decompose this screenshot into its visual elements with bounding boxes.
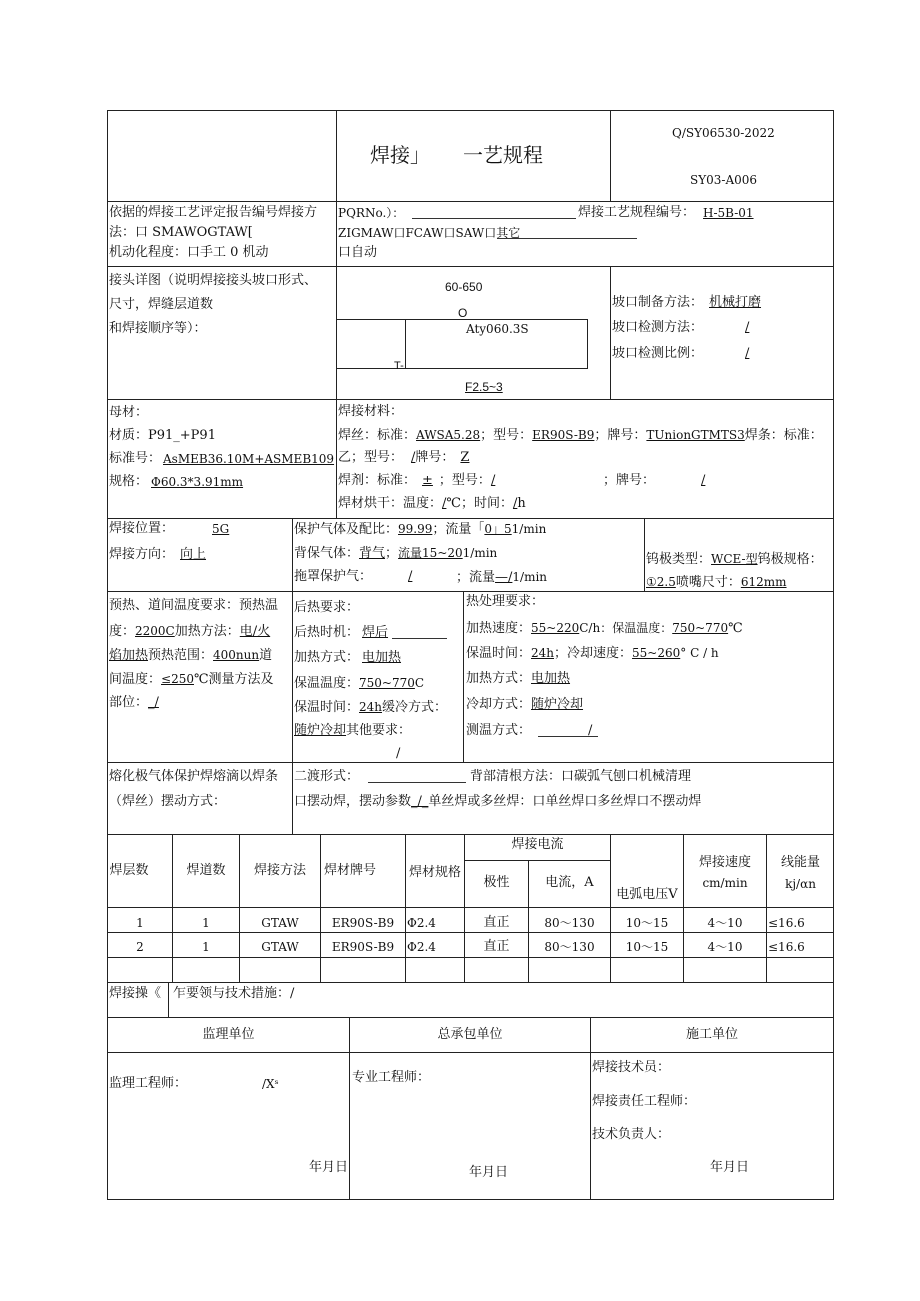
dry-time-unit: h <box>517 496 526 511</box>
rod-type-value: / <box>411 450 416 465</box>
heat-rate-label: 加热速度： <box>466 621 532 636</box>
tungsten-type-line <box>646 550 823 569</box>
position-label: 焊接位置： <box>109 521 175 536</box>
drag-gas-value: / <box>408 569 413 584</box>
postheat-temp-label: 保温温度： <box>294 676 360 691</box>
dry-temp-value: / <box>442 496 447 511</box>
date-supervisor: 年月日 <box>309 1160 349 1175</box>
weave-label: 口摆动焊，摆动参数 <box>294 794 412 809</box>
base-spec-value: Φ60.3*3.91mm <box>151 475 244 489</box>
cell-layer: 1 <box>136 916 144 930</box>
preheat-line3 <box>109 646 272 665</box>
joint-label2: 尺寸，焊缝层道数 <box>109 297 214 312</box>
ht-cool-value: 随炉冷却 <box>531 697 584 712</box>
transfer-mode-blank <box>368 782 466 783</box>
filler-label: 焊接材料： <box>338 404 404 419</box>
supervisor-mark: /Xˢ <box>262 1077 279 1091</box>
postheat-hold-value: 24h <box>359 700 383 714</box>
base-metal-label: 母材： <box>109 405 149 420</box>
transfer-line2: （焊丝）摆动方式： <box>109 794 227 809</box>
nozzle-label: 喷嘴尺寸： <box>675 575 741 590</box>
flux-type-label: ；型号： <box>438 473 491 488</box>
ht-heat-label: 加热方式： <box>466 671 532 686</box>
cell-voltage: 10～15 <box>625 940 669 954</box>
tungsten-type-value: WCE-型 <box>711 552 758 566</box>
multi-wire: 单丝焊或多丝焊：口单丝焊口多丝焊口不摆动焊 <box>428 794 702 809</box>
wire-brand-label: ；牌号： <box>594 428 647 443</box>
preheat-range-label: 预热范围： <box>148 648 214 663</box>
preheat-line1: 预热、道间温度要求：预热温 <box>109 598 279 613</box>
ht-heat-line <box>466 670 570 688</box>
cell-size: Φ2.4 <box>407 916 436 930</box>
other-method-blank <box>497 238 637 239</box>
cell-brand: ER90S-B9 <box>331 916 395 930</box>
back-sep: ； <box>385 546 399 561</box>
angle-circle: O <box>458 306 468 320</box>
th-polarity: 极性 <box>483 875 510 890</box>
transfer-line1: 熔化极气体保护焊熔滴以焊条 <box>109 769 279 784</box>
pipe-spec: Aty060.3S <box>466 322 529 336</box>
tungsten-size-line <box>646 573 787 592</box>
th-current: 电流，A <box>545 875 594 890</box>
wire-std-label: 焊丝：标准： <box>338 428 417 443</box>
position-value: 5G <box>212 522 230 536</box>
hold-temp-label: C/h：保温温度： <box>579 621 673 635</box>
root-gap: F2.5~3 <box>465 380 503 394</box>
cell-energy: ≤16.6 <box>768 916 805 930</box>
base-standard-value: AsMEB36.10M+ASMEB109 <box>163 452 335 466</box>
cell-speed: 4～10 <box>707 940 743 954</box>
back-flow-value: 流量15~20 <box>398 546 463 560</box>
inspect-value: / <box>745 320 750 335</box>
measure-method-label: ℃测量方法及 <box>193 672 274 687</box>
postheat-method-label: 加热方式： <box>294 650 360 665</box>
postheat-hold-label: 保温时间： <box>294 700 360 715</box>
postheat-temp-line <box>294 674 424 693</box>
standard-number: Q/SY06530-2022 <box>672 126 775 140</box>
postheat-cool-label: 缓冷方式： <box>382 700 448 715</box>
ht-cool-label: 冷却方式： <box>466 697 532 712</box>
interpass-temp-value: ≤250 <box>161 672 194 686</box>
direction-value: 向上 <box>180 547 207 562</box>
hold-time-line <box>466 644 719 663</box>
rod-type-label: 乙；型号： <box>338 450 404 465</box>
drag-gas-label: 拖罩保护气： <box>294 569 373 584</box>
groove-angle: 60-650 <box>445 280 483 294</box>
postheat-time-label: 后热时机： <box>294 625 360 640</box>
preheat-line2 <box>109 622 270 641</box>
interpass-label: 道 <box>259 648 273 663</box>
cell-brand: ER90S-B9 <box>331 940 395 954</box>
shield-gas-value: 99.99 <box>398 522 433 536</box>
welding-technician: 焊接技术员： <box>592 1060 671 1075</box>
back-gas-line <box>294 544 497 563</box>
th-speed1: 焊接速度 <box>698 855 751 870</box>
drag-flow-line <box>456 568 547 587</box>
postheat-other-label: 其他要求： <box>346 723 412 738</box>
supervisor-engineer: 监理工程师： <box>109 1076 188 1091</box>
postheat-cool-value: 随炉冷却 <box>294 723 347 738</box>
flux-std-label: 焊剂：标准： <box>338 473 417 488</box>
cell-layer: 2 <box>136 940 144 954</box>
auto-option: 口自动 <box>338 245 378 260</box>
base-spec-label: 规格： <box>109 474 149 489</box>
interpass-temp-label: 间温度： <box>109 672 162 687</box>
methods: ZIGMAW口FCAW口SAW口其它 <box>338 226 521 240</box>
drying-line <box>338 495 526 513</box>
drag-flow-unit: 1/min <box>512 570 548 584</box>
postheat-time-value: 焊后 <box>362 625 389 640</box>
cell-speed: 4～10 <box>707 916 743 930</box>
cell-polarity: 直正 <box>483 915 510 930</box>
drag-flow-value: —/ <box>495 570 513 585</box>
notes-text: 乍要领与技术措施：/ <box>173 986 295 1001</box>
cool-rate-value: 55~260 <box>632 646 681 660</box>
weave-line <box>294 793 701 811</box>
postheat-cool-line <box>294 722 411 740</box>
base-standard-label: 标准号： <box>109 451 162 466</box>
ratio-label: 坡口检测比例： <box>612 346 704 361</box>
cool-rate-unit: ° C / h <box>680 646 719 660</box>
joint-label1: 接头详图（说明焊接接头坡口形式、 <box>109 273 318 288</box>
tungsten-type-label: 钨极类型： <box>646 552 712 567</box>
wire-std-value: AWSA5.28 <box>416 428 481 442</box>
drag-flow-label: ；流量 <box>456 570 496 585</box>
joint-divider <box>405 319 406 369</box>
preheat-method-value: 电/火 <box>239 624 271 639</box>
th-size: 焊材规格 <box>408 865 461 880</box>
preheat-method-value2: 焰加热 <box>109 648 149 663</box>
cell-pass: 1 <box>202 940 210 954</box>
hold-temp-unit: ℃ <box>728 621 743 636</box>
pqr-blank <box>412 218 576 219</box>
measure-position-value: _/ <box>148 695 159 710</box>
preheat-line5 <box>109 694 159 712</box>
th-energy1: 线能量 <box>780 855 820 870</box>
wps-label: 焊接工艺规程编号： <box>578 205 696 220</box>
rod-std-label: 焊条：标准： <box>744 428 823 443</box>
params-table <box>107 834 834 983</box>
ratio-value: / <box>745 346 750 361</box>
flux-brand-value: / <box>701 473 706 488</box>
date-contractor: 年月日 <box>469 1165 509 1180</box>
cool-rate-label: ；冷却速度： <box>554 646 633 661</box>
rod-line <box>338 449 475 467</box>
cell-size: Φ2.4 <box>407 940 436 954</box>
rod-brand-value: Z <box>460 450 470 465</box>
preheat-temp-label: 度： <box>109 624 136 639</box>
basis-line3: 机动化程度：口手工 0 机动 <box>109 245 269 260</box>
flux-line <box>338 472 501 490</box>
shield-gas-label: 保护气体及配比： <box>294 522 399 537</box>
back-gas-value: 背气 <box>359 546 386 561</box>
inspect-label: 坡口检测方法： <box>612 320 704 335</box>
professional-engineer: 专业工程师： <box>352 1070 431 1085</box>
supervisor-unit: 监理单位 <box>202 1027 255 1042</box>
cell-current: 80～130 <box>544 916 595 930</box>
dry-time-label: ℃；时间： <box>446 496 513 511</box>
cell-pass: 1 <box>202 916 210 930</box>
dry-time-value: / <box>512 496 518 511</box>
ht-heat-value: 电加热 <box>531 671 571 686</box>
ht-meas-label: 测温方式： <box>466 723 532 738</box>
tungsten-size-label: 钨极规格： <box>757 552 823 567</box>
header-left-cell <box>107 110 337 202</box>
direction-label: 焊接方向： <box>109 547 175 562</box>
postheat-method-value: 电加热 <box>362 650 402 665</box>
cell-voltage: 10～15 <box>625 916 669 930</box>
back-flow-unit: 1/min <box>462 546 498 560</box>
joint-label3: 和焊接顺序等）： <box>109 321 207 336</box>
shield-flow-unit: 1/min <box>511 522 547 536</box>
wps-value: H-5B-01 <box>703 206 754 220</box>
dry-temp-label: 焊材烘干：温度： <box>338 496 443 511</box>
cell-energy: ≤16.6 <box>768 940 805 954</box>
hold-time-label: 保温时间： <box>466 646 532 661</box>
postheat-label: 后热要求： <box>294 600 360 615</box>
preheat-line4 <box>109 670 274 689</box>
th-speed2: cm/min <box>702 876 748 890</box>
contractor-unit: 总承包单位 <box>437 1027 503 1042</box>
transfer-mode-label: 二渡形式： <box>294 769 360 784</box>
cell-method: GTAW <box>261 940 299 954</box>
cell-current: 80～130 <box>544 940 595 954</box>
th-current-group: 焊接电流 <box>511 837 564 852</box>
thickness-mark: T- <box>394 360 404 372</box>
ht-meas-value: / <box>588 723 593 738</box>
th-layer: 焊层数 <box>109 863 149 878</box>
wire-type-value: ER90S-B9 <box>532 428 595 442</box>
shield-gas-line <box>294 520 546 539</box>
notes-label: 焊接操《 <box>109 986 162 1001</box>
notes-divider <box>168 982 169 1018</box>
technical-chief: 技术负责人： <box>592 1127 671 1142</box>
th-method: 焊接方法 <box>253 863 306 878</box>
heat-rate-line <box>466 619 743 638</box>
flux-brand-label: ；牌号： <box>603 473 656 488</box>
th-energy2: kj/αn <box>785 877 816 891</box>
prep-label: 坡口制备方法： <box>612 295 704 310</box>
hold-temp-value: 750~770 <box>672 621 729 635</box>
title-left: 焊接」 <box>370 143 430 167</box>
cell-method: GTAW <box>261 916 299 930</box>
ht-cool-line <box>466 696 583 714</box>
postheat-hold-line <box>294 698 447 717</box>
hold-time-value: 24h <box>531 646 555 660</box>
preheat-temp-value: 2200C <box>135 624 175 638</box>
back-gas-label: 背保气体： <box>294 546 360 561</box>
shield-flow-value: 0」5 <box>484 522 512 536</box>
constructor-unit: 施工单位 <box>685 1027 738 1042</box>
postheat-time-blank <box>392 638 447 639</box>
shield-flow-label: ；流量「 <box>432 522 485 537</box>
rod-brand-label: 牌号： <box>415 450 455 465</box>
title-right: 一艺规程 <box>463 143 543 167</box>
cell-polarity: 直正 <box>483 939 510 954</box>
preheat-range-value: 400nun <box>213 648 260 662</box>
postheat-other-value: / <box>396 746 401 761</box>
wire-line <box>338 426 823 445</box>
joint-diagram <box>336 319 588 369</box>
postheat-temp-value: 750~770 <box>359 676 415 690</box>
basis-line2: 法：口 SMAWOGTAW[ <box>109 225 253 240</box>
tungsten-size-value: ①2.5 <box>646 575 676 589</box>
nozzle-value: 612mm <box>740 575 787 589</box>
weave-value: _/_ <box>411 794 429 809</box>
base-metal-material: 材质：P91_+P91 <box>109 428 216 443</box>
wire-brand-value: TUnionGTMTS3 <box>646 428 745 442</box>
basis-line1: 依据的焊接工艺评定报告编号焊接方 <box>109 205 318 220</box>
flux-std-value: ± <box>422 473 433 488</box>
th-voltage: 电弧电压V <box>616 887 678 902</box>
back-gouging: 背部清根方法：口碳弧气刨口机械清理 <box>470 769 692 784</box>
form-number: SY03-A006 <box>690 173 758 187</box>
measure-position-label: 部位： <box>109 695 149 710</box>
preheat-method-label: 加热方法： <box>174 624 240 639</box>
postheat-temp-unit: C <box>414 676 425 690</box>
th-pass: 焊道数 <box>186 863 226 878</box>
wire-type-label: ；型号： <box>480 428 533 443</box>
heat-rate-value: 55~220 <box>531 621 580 635</box>
welding-responsible-engineer: 焊接责任工程师： <box>592 1094 697 1109</box>
prep-value: 机械打磨 <box>709 295 762 310</box>
date-constructor: 年月日 <box>710 1160 750 1175</box>
flux-type-value: / <box>490 473 496 488</box>
heat-treat-label: 热处理要求： <box>466 594 545 609</box>
pqr-label: PQRNo.）： <box>338 206 405 220</box>
th-brand: 焊材牌号 <box>323 863 376 878</box>
